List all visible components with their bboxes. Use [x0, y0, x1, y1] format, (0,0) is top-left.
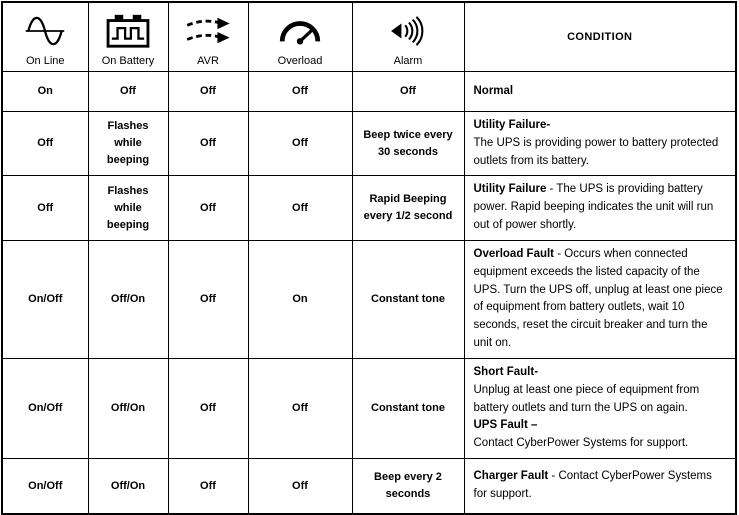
overload-status-cell: Off [248, 112, 352, 176]
col-header-online [2, 2, 88, 72]
col-label-onbattery: On Battery [101, 54, 155, 67]
battery-icon [105, 8, 151, 55]
condition-text: - Contact CyberPower Systems for support. [473, 470, 712, 501]
condition-title: Utility Failure- [473, 119, 551, 131]
col-label-alarm: Alarm [393, 54, 423, 67]
col-header-avr [168, 2, 248, 72]
condition-title: Overload Fault [473, 247, 555, 260]
condition-text: The UPS is providing power to battery protected outlets from its battery. [473, 136, 719, 167]
alarm-status-cell: Beep every 2 seconds [352, 458, 464, 514]
col-header-alarm [352, 2, 464, 72]
alarm-speaker-icon [387, 8, 429, 55]
alarm-status-cell: Constant tone [352, 358, 464, 458]
condition-title-2: UPS Fault – [473, 419, 538, 432]
condition-text: - The UPS is providing battery power. Rapid beeping indicates the unit will run out of power shortly. [473, 183, 714, 232]
online-status-cell: On/Off [2, 358, 88, 458]
condition-title: Charger Fault [473, 470, 549, 483]
avr-status-cell: Off [168, 176, 248, 240]
row-normal [2, 72, 736, 112]
col-label-online: On Line [25, 54, 65, 67]
col-header-onbattery [88, 2, 168, 72]
col-label-overload: Overload [277, 54, 323, 67]
overload-status-cell: Off [248, 176, 352, 240]
condition-cell [464, 240, 736, 358]
condition-cell [464, 112, 736, 176]
ups-status-table [1, 1, 737, 515]
row-overload-fault [2, 240, 736, 358]
avr-status-cell: Off [168, 358, 248, 458]
condition-text: - Occurs when connected equipment exceeds the listed capacity of the UPS. Turn the UPS off, unplug at least one piece of equipment from battery outlets, wait 10 seconds, reset the circuit breaker and turn the unit on. [473, 247, 723, 349]
battery-status-cell: Flashes while beeping [88, 112, 168, 176]
avr-status-cell: Off [168, 240, 248, 358]
avr-dashed-arrows-icon [184, 8, 232, 55]
condition-text-2: Contact CyberPower Systems for support. [473, 437, 689, 450]
alarm-status-cell: Rapid Beeping every 1/2 second [352, 176, 464, 240]
header-row [2, 2, 736, 72]
battery-status-cell: Flashes while beeping [88, 176, 168, 240]
overload-status-cell: Off [248, 358, 352, 458]
online-status-cell: On [2, 72, 88, 112]
online-status-cell: On/Off [2, 240, 88, 358]
alarm-status-cell: Beep twice every 30 seconds [352, 112, 464, 176]
condition-title: Normal [473, 84, 514, 97]
overload-status-cell: On [248, 240, 352, 358]
battery-status-cell: Off/On [88, 240, 168, 358]
condition-cell [464, 72, 736, 112]
col-label-condition: CONDITION [567, 31, 633, 43]
online-status-cell: Off [2, 176, 88, 240]
avr-status-cell: Off [168, 458, 248, 514]
sine-wave-icon [24, 8, 66, 55]
alarm-status-cell: Off [352, 72, 464, 112]
row-utility-failure [2, 112, 736, 176]
col-label-avr: AVR [197, 54, 219, 67]
row-charger-fault [2, 458, 736, 514]
condition-title: Short Fault- [473, 365, 539, 378]
col-header-overload [248, 2, 352, 72]
avr-status-cell: Off [168, 112, 248, 176]
condition-cell [464, 358, 736, 458]
condition-text: Unplug at least one piece of equipment from battery outlets and turn the UPS on again. [473, 383, 700, 414]
battery-status-cell: Off [88, 72, 168, 112]
online-status-cell: Off [2, 112, 88, 176]
overload-status-cell: Off [248, 72, 352, 112]
avr-status-cell: Off [168, 72, 248, 112]
row-utility-failure-rapid [2, 176, 736, 240]
battery-status-cell: Off/On [88, 458, 168, 514]
col-header-condition [464, 2, 736, 72]
overload-status-cell: Off [248, 458, 352, 514]
condition-cell [464, 176, 736, 240]
condition-cell [464, 458, 736, 514]
alarm-status-cell: Constant tone [352, 240, 464, 358]
condition-title: Utility Failure [473, 183, 547, 196]
row-short-fault [2, 358, 736, 458]
online-status-cell: On/Off [2, 458, 88, 514]
overload-gauge-icon [277, 8, 323, 55]
battery-status-cell: Off/On [88, 358, 168, 458]
